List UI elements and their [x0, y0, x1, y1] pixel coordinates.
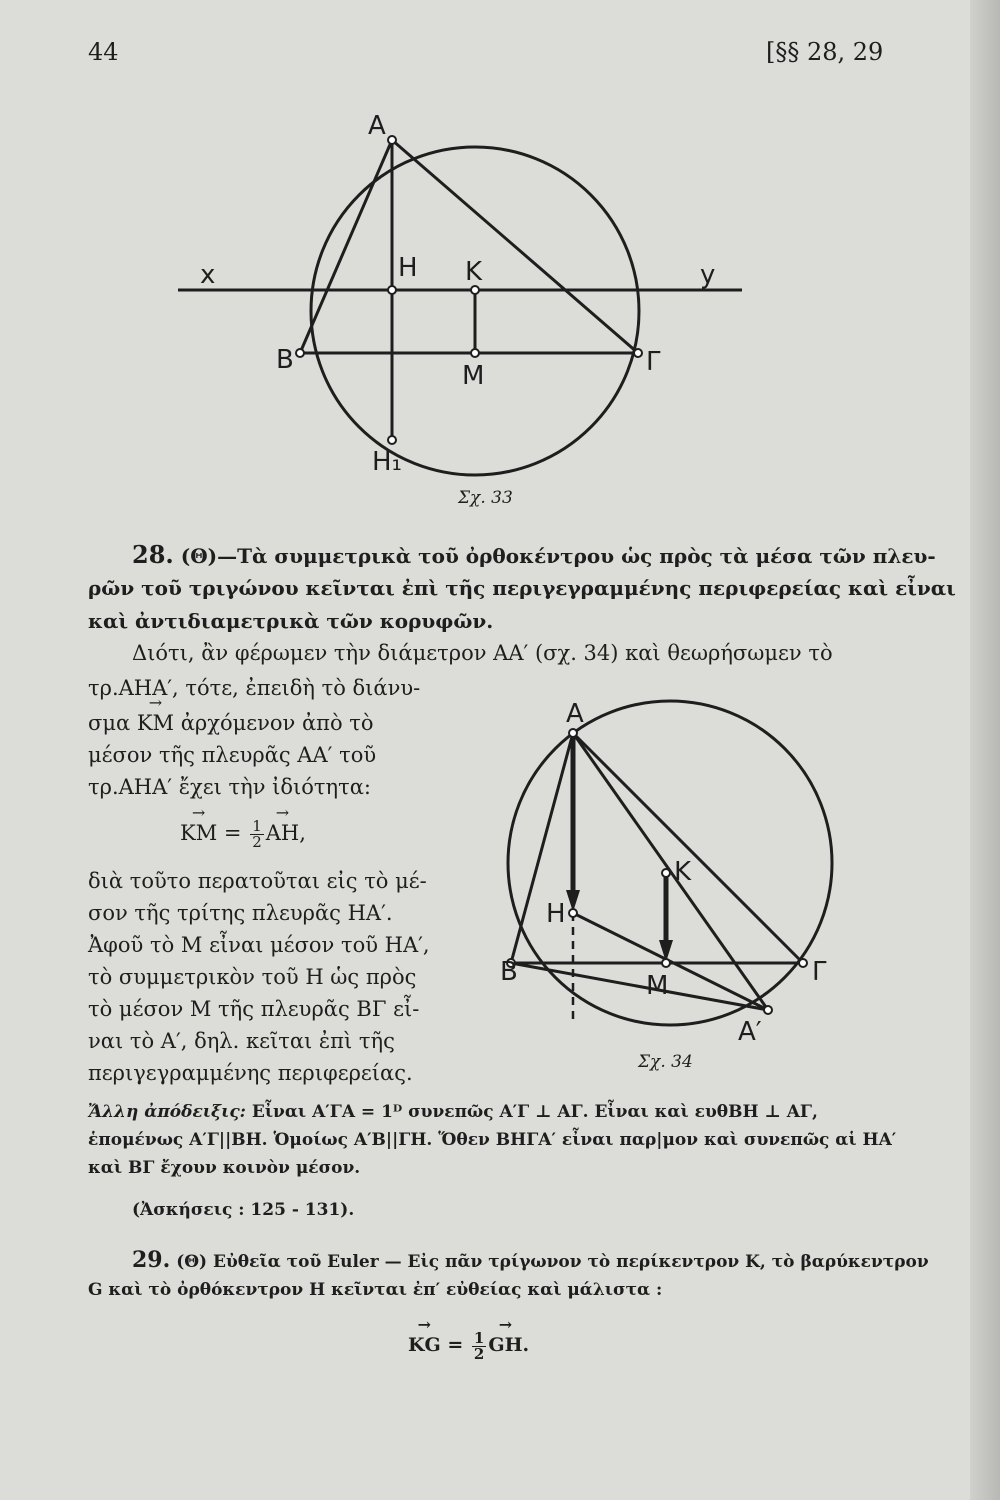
- section-29-number: 29.: [132, 1247, 171, 1273]
- caption-fig33: Σχ. 33: [458, 488, 513, 508]
- label-H: H: [398, 253, 418, 283]
- proof-line-3-post: ἀρχόμενον ἀπὸ τὸ: [174, 711, 374, 735]
- eq29-end: .: [522, 1334, 530, 1356]
- proof-line-4: μέσον τῆς πλευρᾶς ΑΑ′ τοῦ: [88, 743, 377, 767]
- proof-line-2: τρ.ΑΗΑ′, τότε, ἐπειδὴ τὸ διάνυ-: [88, 676, 421, 700]
- label-G-34: Γ: [812, 957, 827, 987]
- segment-BAp: [511, 963, 768, 1010]
- eq29-equals: =: [447, 1334, 464, 1356]
- point-Ap-34: [764, 1006, 772, 1014]
- frac-num: 1: [252, 817, 262, 835]
- eq-vector-GH: → GH: [488, 1330, 522, 1360]
- theorem-28-line3: καὶ ἀντιδιαμετρικὰ τῶν κορυφῶν.: [88, 609, 494, 633]
- proof-rest-6: ναι τὸ Α′, δηλ. κεῖται ἐπὶ τῆς: [88, 1029, 395, 1053]
- point-H-34: [569, 909, 577, 917]
- exercises-ref: (Ἀσκήσεις : 125 - 131).: [132, 1200, 355, 1220]
- label-y: y: [700, 260, 716, 290]
- alt-proof-line-3: καὶ ΒΓ ἔχουν κοινὸν μέσον.: [88, 1158, 361, 1178]
- vector-KM: → KM: [137, 708, 174, 738]
- theorem-28-text1: (Θ)—Τὰ συμμετρικὰ τοῦ ὀρθοκέντρου ὡς πρὸς τὰ μέσα τῶν πλευ-: [180, 544, 936, 568]
- label-M-34: M: [646, 971, 669, 1001]
- section-reference: [§§ 28, 29: [766, 38, 884, 66]
- label-H1: H₁: [372, 447, 402, 477]
- equation-KG-GH: [408, 1330, 529, 1362]
- label-H-34: H: [546, 899, 566, 929]
- label-A-34: A: [566, 699, 584, 729]
- proof-rest-7: περιγεγραμμένης περιφερείας.: [88, 1061, 413, 1085]
- alt-proof-label: Ἄλλη ἀπόδειξις:: [88, 1102, 246, 1122]
- eq-vector-KM: → KM: [180, 818, 217, 848]
- proof-rest-1: διὰ τοῦτο περατοῦται εἰς τὸ μέ-: [88, 869, 427, 893]
- eq-comma: ,: [299, 821, 306, 845]
- page-number: 44: [88, 38, 119, 66]
- label-A: A: [368, 111, 386, 141]
- label-B-34: B: [500, 957, 518, 987]
- label-M: M: [462, 361, 485, 391]
- eq-vector-KG: → KG: [408, 1330, 441, 1360]
- eq-equals: =: [223, 821, 242, 845]
- point-A-34: [569, 729, 577, 737]
- section-29-line1: [132, 1246, 929, 1276]
- circumcircle-34: [508, 701, 832, 1025]
- label-B: B: [276, 345, 294, 375]
- frac29-num: 1: [473, 1328, 485, 1347]
- proof-line-1: Διότι, ἂν φέρωμεν τὴν διάμετρον ΑΑ′ (σχ. 34) καὶ θεωρήσωμεν τὸ: [132, 641, 833, 665]
- label-Ap-34: A′: [738, 1017, 762, 1047]
- proof-rest-4: τὸ συμμετρικὸν τοῦ Η ὡς πρὸς: [88, 965, 417, 989]
- alt-proof-text1: Εἶναι Α′ΓΑ = 1ᴰ συνεπῶς Α′Γ ⊥ ΑΓ. Εἶναι καὶ ευθΒΗ ⊥ ΑΓ,: [245, 1102, 818, 1122]
- caption-fig34: Σχ. 34: [638, 1052, 693, 1072]
- point-G-34: [799, 959, 807, 967]
- proof-rest-3: Ἀφοῦ τὸ Μ εἶναι μέσον τοῦ ΗΑ′,: [88, 933, 430, 957]
- label-K-34: K: [674, 857, 692, 887]
- fraction-half-29: [472, 1328, 486, 1363]
- eq-vector-AH: → AH: [266, 818, 299, 848]
- section-29-line2: G καὶ τὸ ὀρθόκεντρον Η κεῖνται ἐπ′ εὐθείας καὶ μάλιστα :: [88, 1280, 663, 1300]
- frac29-den: 2: [473, 1344, 485, 1363]
- section-29-text1: (Θ) Εὐθεῖα τοῦ Euler — Εἰς πᾶν τρίγωνον τὸ περίκεντρον Κ, τὸ βαρύκεντρον: [170, 1252, 929, 1272]
- point-M-34: [662, 959, 670, 967]
- proof-rest-5: τὸ μέσον Μ τῆς πλευρᾶς ΒΓ εἶ-: [88, 997, 420, 1021]
- proof-line-3-pre: σμα: [88, 711, 137, 735]
- proof-rest-2: σον τῆς τρίτης πλευρᾶς ΗΑ′.: [88, 901, 393, 925]
- section-28-number: 28.: [132, 540, 174, 569]
- label-G: Γ: [646, 347, 661, 377]
- frac-den: 2: [252, 833, 262, 851]
- label-x: x: [200, 260, 216, 290]
- alt-proof-line-2: ἑπομένως Α′Γ||ΒΗ. Ὁμοίως Α′Β||ΓΗ. Ὅθεν ΒΗΓΑ′ εἶναι παρ|μον καὶ συνεπῶς αἱ ΗΑ′: [88, 1130, 897, 1150]
- point-K-34: [662, 869, 670, 877]
- theorem-28-line2: ρῶν τοῦ τριγώνου κεῖνται ἐπὶ τῆς περιγεγραμμένης περιφερείας καὶ εἶναι: [88, 576, 956, 600]
- proof-line-5: τρ.ΑΗΑ′ ἔχει τὴν ἰδιότητα:: [88, 775, 371, 799]
- alt-proof-line-1: [88, 1098, 818, 1126]
- label-K: K: [465, 257, 483, 287]
